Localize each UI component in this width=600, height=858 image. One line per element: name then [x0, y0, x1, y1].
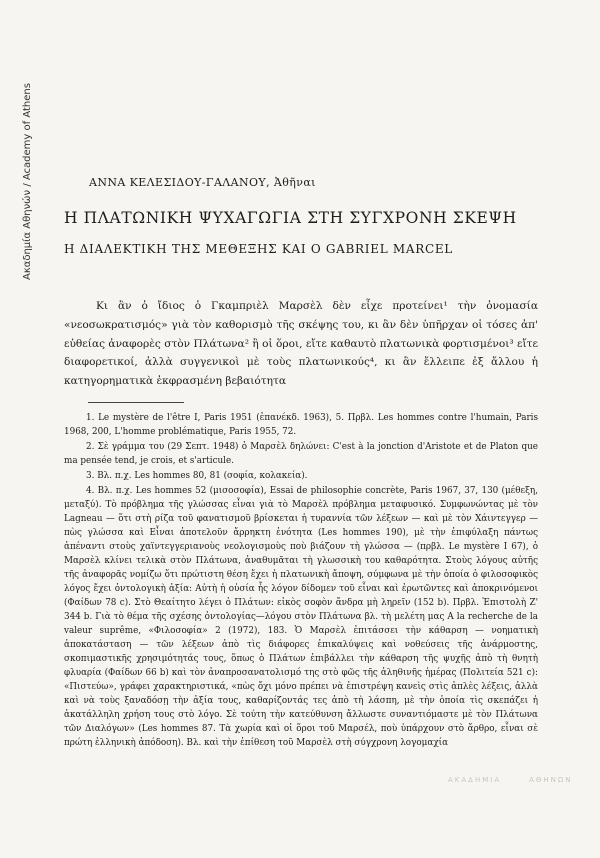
side-label — [22, 40, 36, 280]
footnote-3: 3. Βλ. π.χ. Les hommes 80, 81 (σοφία, κολακεία). — [86, 471, 308, 481]
footnote-4: 4. Βλ. π.χ. Les hommes 52 (μισοσοφία), Essai de philosophie concrète, Paris 1967, 37, 130 (μέθεξη, μεταξύ). Τὸ πρόβλημα τῆς γλώσσας εἶναι γιὰ τὸ Μαρσὲλ πρόβλημα μεταφυσικό. Συμφωνώντας μὲ τὸν Lagneau — ὅτι στὴ ρίζα τοῦ φανατισμοῦ βρίσκεται ἡ τυραννία τῶν λέξεων — καὶ μὲ τὸν Χάιντεγγερ — πὼς γλώσσα καὶ Εἶναι ἀποτελοῦν ἄρρηκτη ἑνότητα (Les hommes 190), μὲ τὴν ἐπιφύλαξη πάντως ἀπέναντι στοὺς χαϊντεγγεριανοὺς νεολογισμοὺς ποὺ βιάζουν τὴ γλώσσα — (πρβλ. Le mystère I 67), ὁ Μαρσὲλ κλίνει τελικὰ στὸν Πλάτωνα, ἀναθυμᾶται τὴ γλωσσικὴ του καθαρότητα. Στοὺς λόγους αὐτῆς τῆς ἀναφορᾶς νομίζω ὅτι πρώτιστη θέση ἔχει ἡ πλατωνικὴ ἄποψη, σύμφωνα μὲ τὴν ὁποία ὁ φιλοσοφικὸς λόγος ἔχει ὀντολογικὴ ἀξία: Αὐτὴ ἡ οὐσία ἧς λόγον δίδομεν τοῦ εἶναι καὶ ἐρωτῶντες καὶ ἀποκρινόμενοι (Φαίδων 78 c). Στὸ Θεαίτητο λέγει ὁ Πλάτων: εἰκὸς σοφὸν ἄνδρα μὴ ληρεῖν (152 b). Πρβλ. Ἐπιστολὴ Ζ' 344 b. Γιὰ τὸ θέμα τῆς σχέσης ὀντολογίας—λόγου στὸν Πλάτωνα βλ. τὴ μελέτη μας A la recherche de la valeur suprême, «Φιλοσοφία» 2 (1972), 183. Ὁ Μαρσὲλ ἐπιτάσσει τὴν κάθαρση — νοηματικὴ ἀποκατάσταση — τῶν λέξεων ἀπὸ τὶς διάφορες ἐπικαλύψεις καὶ νοθεύσεις τῆς ἀνάρμοστης, σκοπιμαστικῆς χρησιμότητάς τους, ὅπως ὁ Πλάτων ἐπιβάλλει τὴν κάθαρση τῆς ψυχῆς ἀπὸ τὴ θνητὴ φλυαρία (Φαίδων 66 b) καὶ τὸν ἀναπροσανατολισμό της στὸ φῶς τῆς ἀληθινῆς ἡμέρας (Πολιτεία 521 c): «Πιστεύω», γράφει χαρακτηριστικά, «πὼς ὄχι μόνο πρέπει νὰ ἐπιστρέψη κανεὶς στὶς ἁπλὲς λέξεις, ἀλλὰ καὶ νὰ τοὺς ξαναδόσῃ τὴν ἀξία τους, καθαρίζοντάς τες ἀπὸ τὴ λάσπη, μὲ τὴν ὁποία τὶς σκεπάζει ἡ ἀκατάλληλη χρήση τους στὸ λόγο. Σὲ τούτη τὴν κατεύθυνση ἄλλωστε συναντιόμαστε μὲ τὸν Πλάτωνα τῶν Διαλόγων» (Les hommes 87. Τὰ χωρία καὶ οἱ ὅροι τοῦ Μαρσέλ, ποὺ ὑπάρχουν στὸ ἄρθρο, εἶναι σὲ πρώτη ἑλληνικὴ ἀπόδοση). Βλ. καὶ τὴν ἐπίθεση τοῦ Μαρσὲλ στὴ σύγχρονη λογομαχία — [64, 486, 538, 748]
watermark-word-2: ΑΘΗΝΩΝ — [529, 776, 573, 784]
footnote-rule — [88, 402, 184, 403]
watermark — [448, 776, 573, 784]
footnote-1: 1. Le mystère de l'être I, Paris 1951 (ἐπανέκδ. 1963), 5. Πρβλ. Les hommes contre l'humain, Paris 1968, 200, L'homme problématique, Paris 1955, 72. — [64, 413, 538, 437]
watermark-word-1: ΑΚΑΔΗΜΙΑ — [448, 776, 502, 784]
footnote-2: 2. Σὲ γράμμα του (29 Σεπτ. 1948) ὁ Μαρσὲλ δηλώνει: C'est à la jonction d'Aristote et de Platon que ma pensée tend, je crois, et s'articule. — [64, 442, 538, 466]
footnotes — [64, 411, 538, 751]
intro-paragraph: Κι ἂν ὁ ἴδιος ὁ Γκαμπριὲλ Μαρσὲλ δὲν εἶχε προτείνει¹ τὴν ὀνομασία «νεοσωκρατισμός» γιὰ τὸν καθορισμὸ τῆς σκέψης του, κι ἂν δὲν ὑπῆρχαν οἱ τόσες ἀπ' εὐθείας ἀναφορὲς στὸν Πλάτωνα² ἢ οἱ ὅροι, εἴτε καθαυτὸ πλατωνικὰ φορτισμένοι³ εἴτε διαφορετικοί, ἀλλὰ συγγενικοὶ μὲ τοὺς πλατωνικούς⁴, κι ἂν ἔλλειπε ἐξ ἄλλου ἡ κατηγορηματικὰ ἐκφρασμένη βεβαιότητα — [64, 300, 538, 388]
author-line: ΑΝΝΑ ΚΕΛΕΣΙΔΟΥ-ΓΑΛΑΝΟΥ, Ἀθῆναι — [89, 176, 316, 189]
article-subtitle: Η ΔΙΑΛΕΚΤΙΚΗ ΤΗΣ ΜΕΘΕΞΗΣ ΚΑΙ Ο GABRIEL MARCEL — [64, 242, 453, 256]
article-title: Η ΠΛΑΤΩΝΙΚΗ ΨΥΧΑΓΩΓΙΑ ΣΤΗ ΣΥΓΧΡΟΝΗ ΣΚΕΨΗ — [64, 209, 517, 227]
side-label-text: Ακαδημία Αθηνών / Academy of Athens — [22, 83, 33, 280]
